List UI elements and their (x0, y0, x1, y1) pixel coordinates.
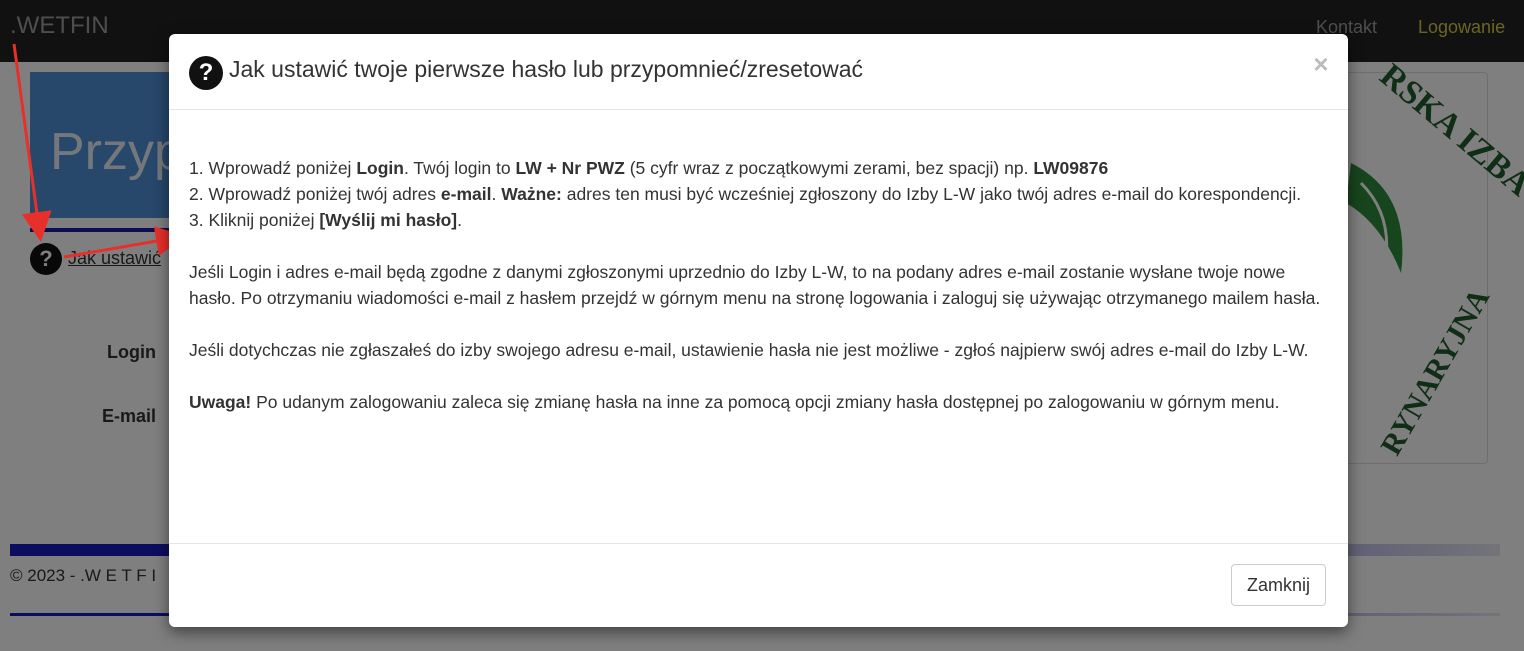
info-paragraph-1: Jeśli Login i adres e-mail będą zgodne z danymi zgłoszonymi uprzednio do Izby L-W, to na podany adres e-mail zostanie wysłane twoje nowe hasło. Po otrzymaniu wiadomości e-mail z hasłem przejdź w górnym menu na stronę logowania i zaloguj się używając otrzymanego mailem hasła. (189, 262, 1321, 308)
step-1: 1. Wprowadź poniżej Login. Twój login to LW + Nr PWZ (5 cyfr wraz z początkowymi zerami, bez spacji) np. LW09876 (189, 158, 1109, 178)
help-modal (169, 34, 1348, 627)
close-button[interactable]: Zamknij (1231, 564, 1326, 606)
close-icon[interactable]: × (1313, 49, 1329, 79)
step-3: 3. Kliknij poniżej [Wyślij mi hasło]. (189, 210, 462, 230)
modal-title: Jak ustawić twoje pierwsze hasło lub przypomnieć/zresetować (229, 56, 864, 82)
warning-note: Uwaga! Po udanym zalogowaniu zaleca się zmianę hasła na inne za pomocą opcji zmiany hasła dostępnej po zalogowaniu w górnym menu. (189, 392, 1280, 412)
question-circle-icon: ? (189, 56, 223, 90)
modal-footer (169, 543, 1348, 628)
modal-body (189, 155, 1329, 415)
step-2: 2. Wprowadź poniżej twój adres e-mail. Ważne: adres ten musi być wcześniej zgłoszony do Izby L-W jako twój adres e-mail do korespondencji. (189, 184, 1302, 204)
arrow-down (14, 44, 40, 236)
arrow-right (64, 237, 180, 257)
info-paragraph-2: Jeśli dotychczas nie zgłaszałeś do izby swojego adresu e-mail, ustawienie hasła nie jest możliwe - zgłoś najpierw swój adres e-mail do Izby L-W. (189, 340, 1309, 360)
modal-header (169, 34, 1348, 110)
